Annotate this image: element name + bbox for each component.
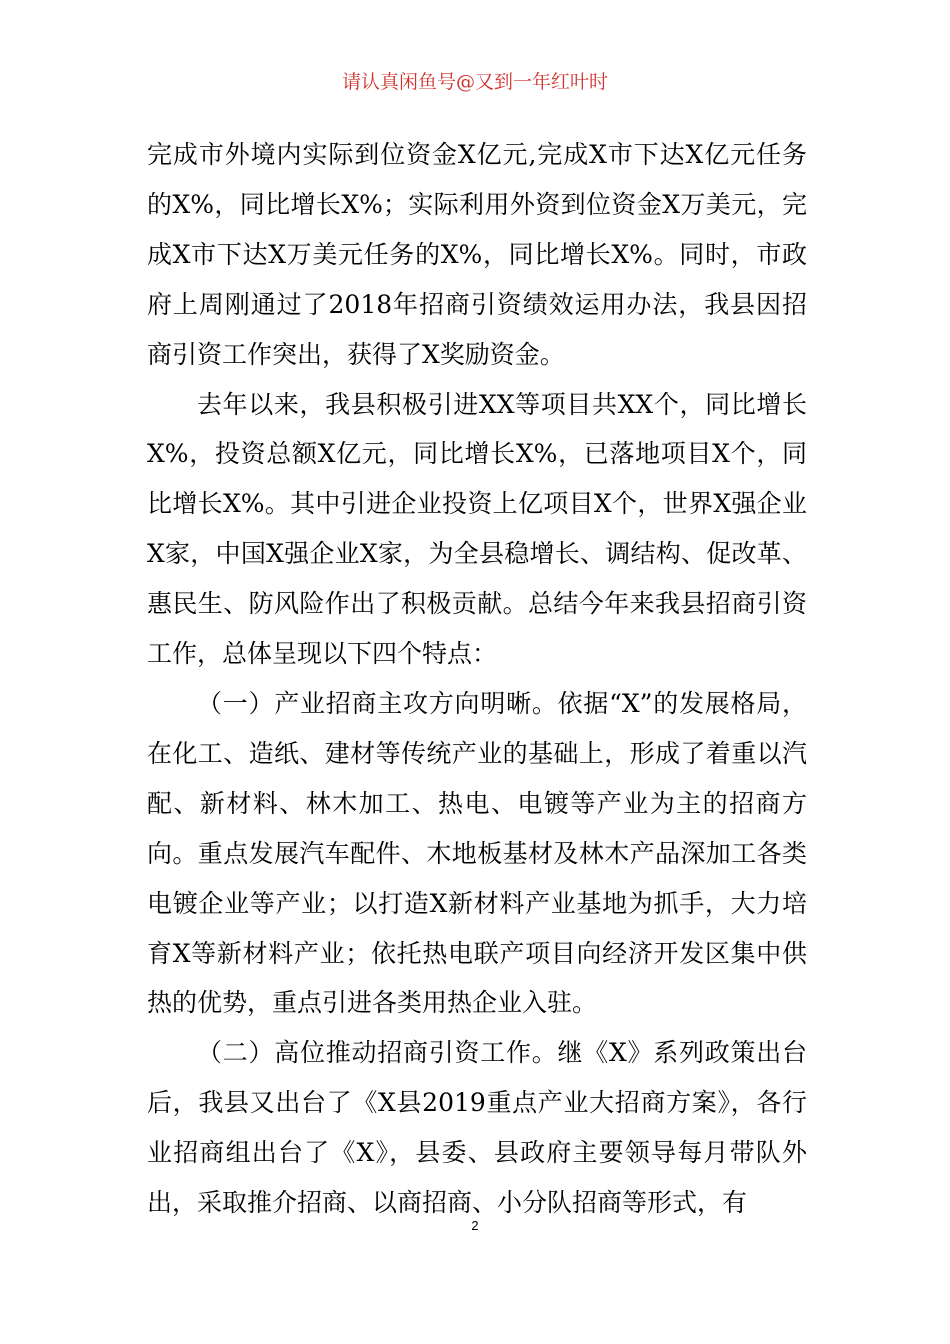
paragraph-section-two: （二）高位推动招商引资工作。继《X》系列政策出台后，我县又出台了《X县2019重点产业大招商方案》，各行业招商组出台了《X》，县委、县政府主要领导每月带队外出，采取推介招商、以商招商、小分队招商等形式，有 [147,1038,807,1218]
paragraph: 去年以来，我县积极引进XX等项目共XX个，同比增长X%，投资总额X亿元，同比增长X%，已落地项目X个，同比增长X%。其中引进企业投资上亿项目X个，世界X强企业X家，中国X强企业X家，为全县稳增长、调结构、促改革、惠民生、防风险作出了积极贡献。总结今年来我县招商引资工作，总体呈现以下四个特点： [147,389,807,669]
page-header-watermark: 请认真闲鱼号@又到一年红叶时 [341,71,608,93]
paragraph-continued: 完成市外境内实际到位资金X亿元,完成X市下达X亿元任务的X%，同比增长X%；实际利用外资到位资金X万美元，完成X市下达X万美元任务的X%，同比增长X%。同时，市政府上周刚通过了2018年招商引资绩效运用办法，我县因招商引资工作突出，获得了X奖励资金。 [147,140,807,369]
page-number: 2 [471,1218,479,1233]
document-body [147,130,807,1228]
paragraph-section-one: （一）产业招商主攻方向明晰。依据“X”的发展格局，在化工、造纸、建材等传统产业的基础上，形成了着重以汽配、新材料、林木加工、热电、电镀等产业为主的招商方向。重点发展汽车配件、木地板基材及林木产品深加工各类电镀企业等产业；以打造X新材料产业基地为抓手，大力培育X等新材料产业；依托热电联产项目向经济开发区集中供热的优势，重点引进各类用热企业入驻。 [147,688,807,1018]
